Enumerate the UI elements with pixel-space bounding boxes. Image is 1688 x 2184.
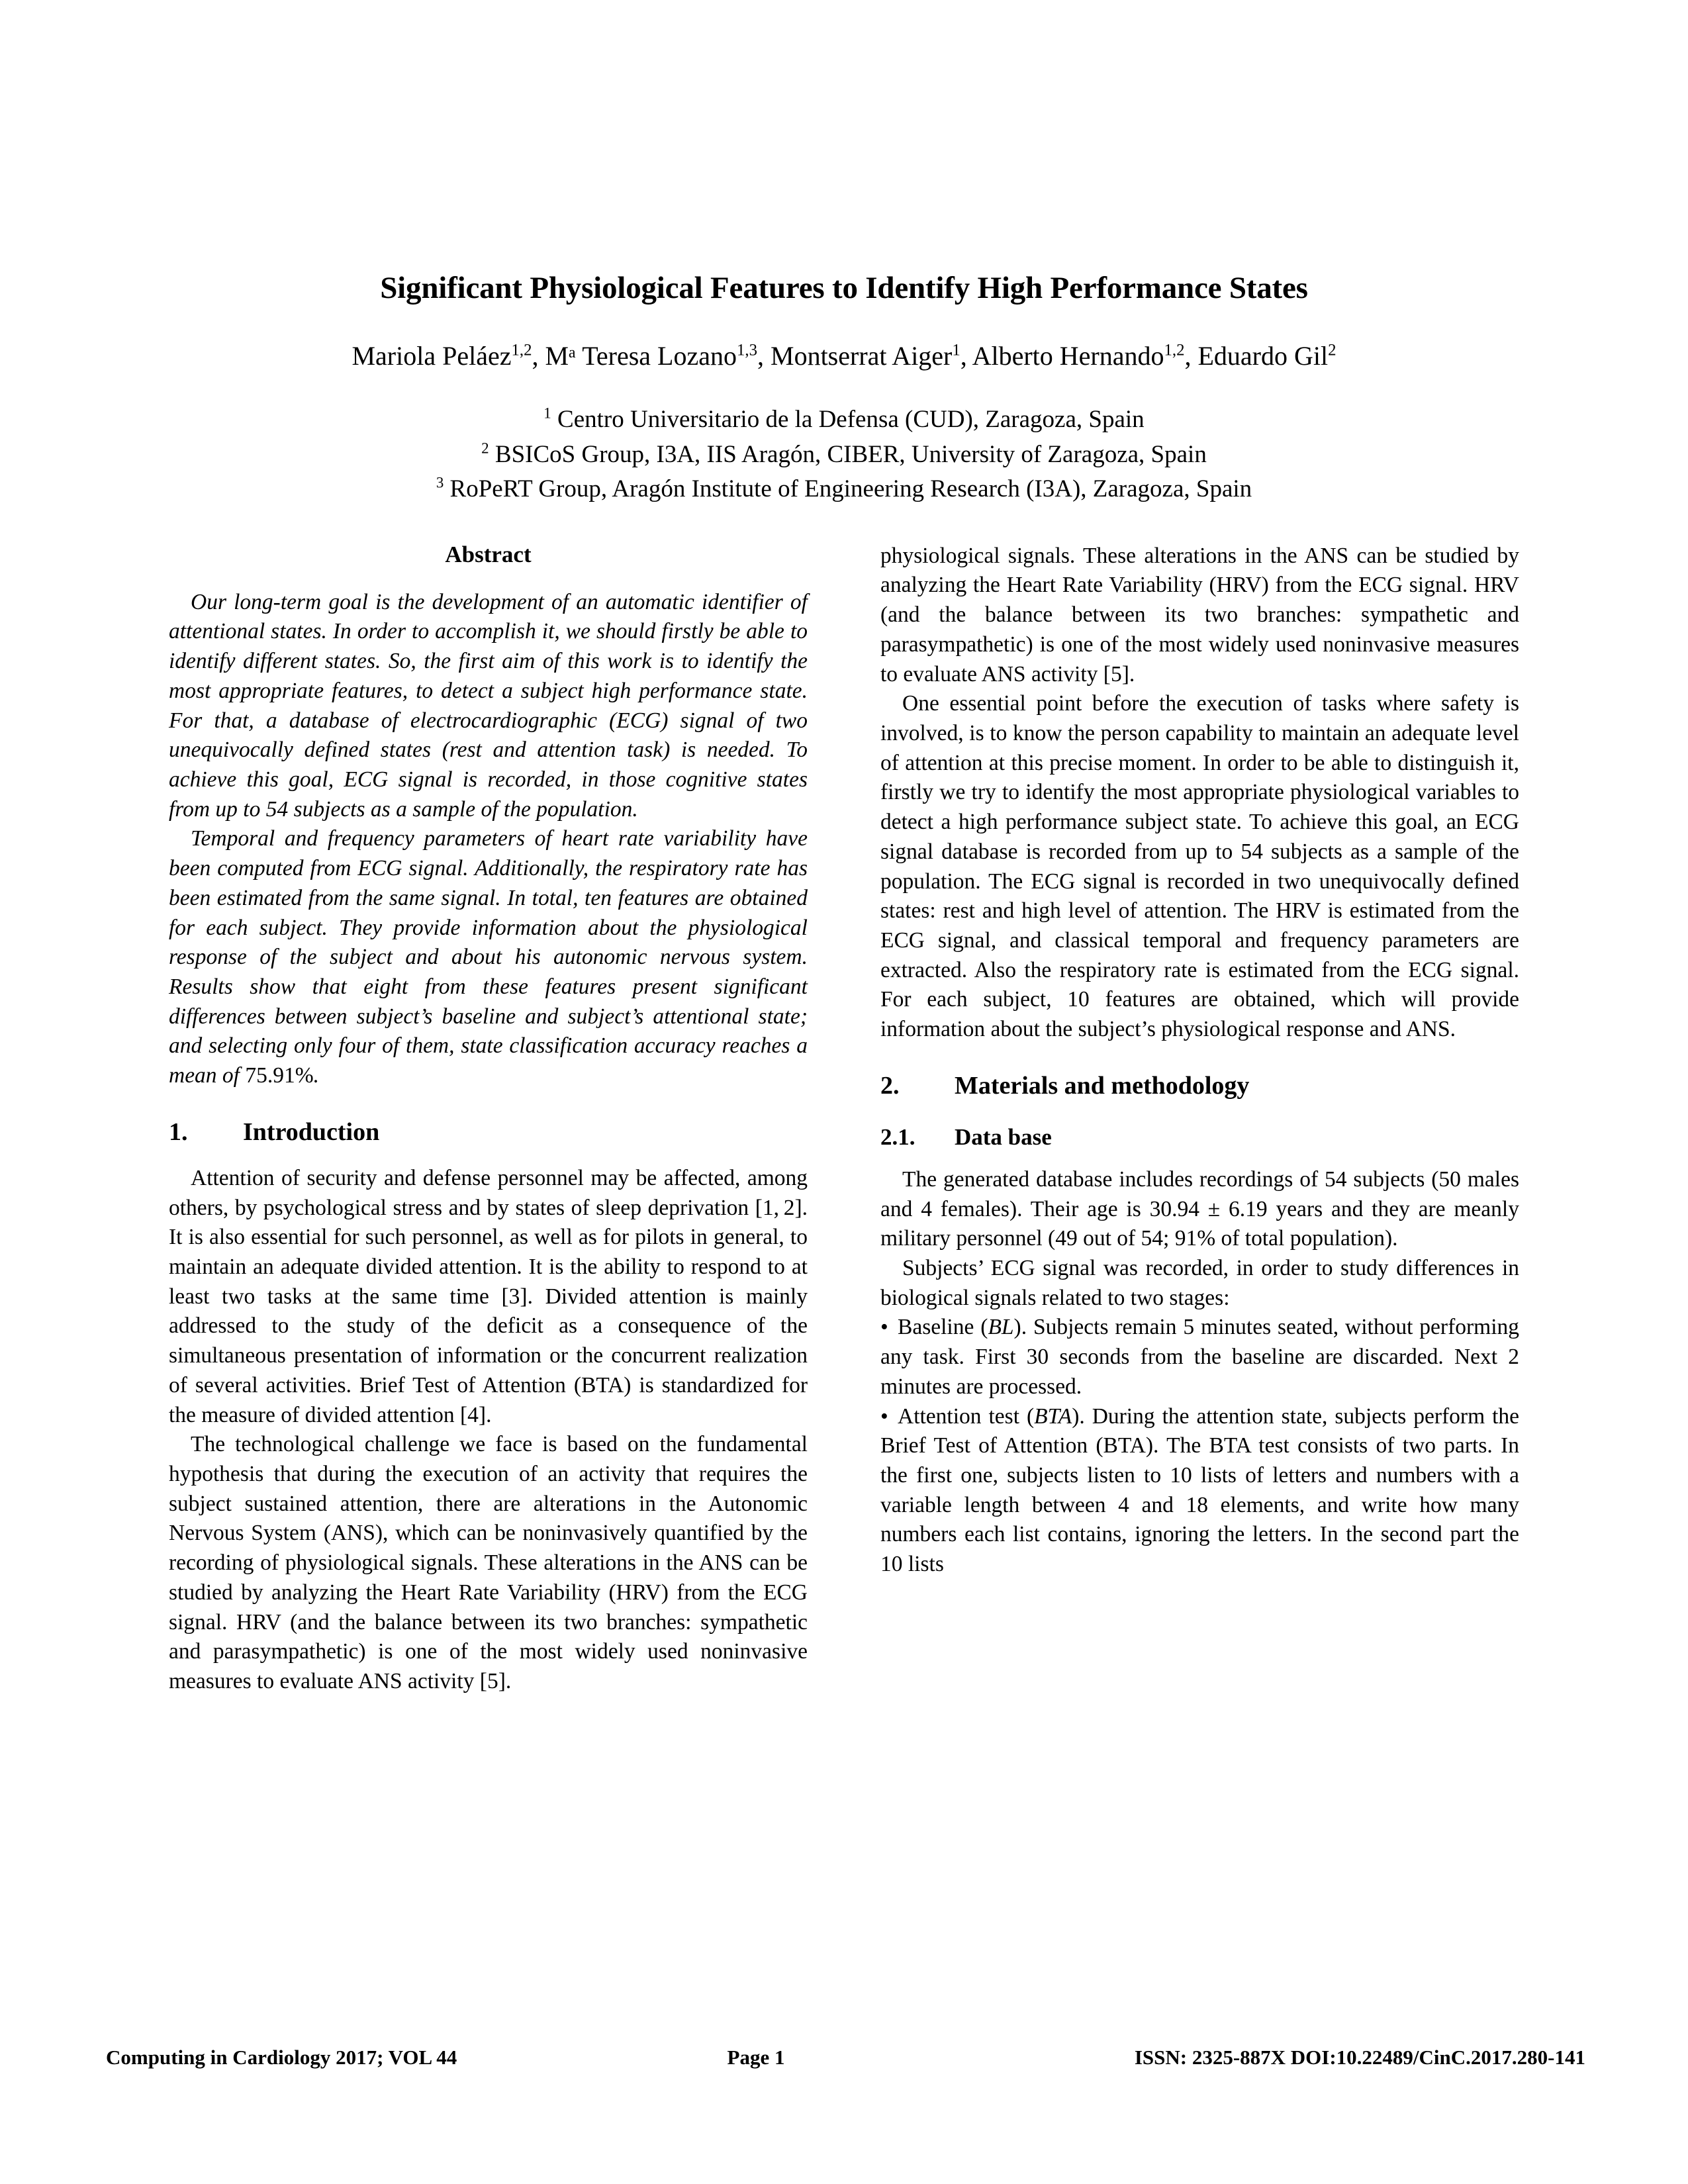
author-name: Eduardo Gil <box>1197 341 1329 371</box>
list-item-attention-pre: Attention test ( <box>898 1403 1035 1429</box>
author-name: Mᵃ Teresa Lozano <box>545 341 737 371</box>
footer-journal: Computing in Cardiology 2017; VOL 44 <box>106 2046 457 2069</box>
list-item-baseline <box>880 1313 1519 1401</box>
affiliation-marker: 3 <box>436 474 444 491</box>
subsection-number: 2.1. <box>880 1123 915 1150</box>
list-item-attention-abbrev: BTA <box>1034 1403 1072 1429</box>
affiliation-text: BSICoS Group, I3A, IIS Aragón, CIBER, University of Zaragoza, Spain <box>494 440 1207 468</box>
author-name: Alberto Hernando <box>972 341 1164 371</box>
author-affiliation-marker: 1,2 <box>1164 341 1185 359</box>
affiliation-item <box>169 403 1519 438</box>
author-affiliation-marker: 1,2 <box>511 341 532 359</box>
list-item-baseline-abbrev: BL <box>988 1315 1014 1340</box>
affiliation-item <box>169 472 1519 507</box>
introduction-paragraph-2-continued <box>880 542 1519 690</box>
subsection-heading-database <box>880 1124 1519 1151</box>
section-title: Materials and methodology <box>955 1071 1250 1100</box>
page-title: Significant Physiological Features to Identify High Performance States <box>380 271 1308 305</box>
author-affiliation-marker: 1 <box>952 341 961 359</box>
list-item-baseline-pre: Baseline ( <box>898 1315 988 1340</box>
abstract-paragraph-2 <box>169 824 808 1090</box>
abstract-accuracy-value: 75.91% <box>245 1063 314 1088</box>
affiliation-marker: 1 <box>543 404 551 422</box>
section-heading-introduction <box>169 1117 808 1147</box>
affiliation-text: Centro Universitario de la Defensa (CUD), Zaragoza, Spain <box>557 406 1145 434</box>
author-name: Montserrat Aiger <box>771 341 953 371</box>
introduction-paragraph-2: The technological challenge we face is based on the fundamental hypothesis that during the execution of an activity that requires the subject sustained attention, there are alterations in the Autonomic Nervous System (ANS), which can be noninvasively quantified by the recording of physiological signals. These alterations in the ANS can be studied by analyzing the Heart Rate Variability (HRV) from the ECG signal. HRV (and the balance between its two branches: sympathetic and parasympathetic) is one of the most widely used noninvasive measures to evaluate ANS activity [5]. <box>169 1432 808 1694</box>
abstract-paragraph-1: Our long-term goal is the development of an automatic identifier of attentional states. In order to accomplish it, we should firstly be able to identify different states. So, the first aim of this work is to identify the most appropriate features, to detect a subject high performance state. For that, a database of electrocardiographic (ECG) signal of two unequivocally defined states (rest and attention task) is needed. To achieve this goal, ECG signal is recorded, in those cognitive states from up to 54 subjects as a sample of the population. <box>169 589 808 822</box>
section-heading-materials <box>880 1071 1519 1100</box>
right-column <box>880 542 1519 1697</box>
database-age-value: 30.94 ± 6.19 <box>1149 1196 1268 1221</box>
bullet-icon: • <box>880 1403 888 1429</box>
database-paragraph-1 <box>880 1165 1519 1254</box>
footer-issn-doi: ISSN: 2325-887X DOI:10.22489/CinC.2017.280-141 <box>1134 2046 1585 2069</box>
affiliation-list <box>169 403 1519 507</box>
author-affiliation-marker: 2 <box>1328 341 1336 359</box>
section-title: Introduction <box>243 1117 380 1146</box>
database-paragraph-1-post: years and they are meanly military personnel (49 out of 54; 91% of total population). <box>880 1196 1519 1251</box>
subsection-title: Data base <box>955 1123 1052 1150</box>
two-column-body <box>169 542 1519 1697</box>
list-item-baseline-post: ). Subjects remain 5 minutes seated, without performing any task. First 30 seconds from the baseline are discarded. Next 2 minutes are processed. <box>880 1315 1520 1399</box>
introduction-paragraph-3: One essential point before the execution of tasks where safety is involved, is to know the person capability to maintain an adequate level of attention at this precise moment. In order to be able to distinguish it, firstly we try to identify the most appropriate physiological variables to detect a high performance subject state. To achieve this goal, an ECG signal database is recorded from up to 54 subjects as a sample of the population. The ECG signal is recorded in two unequivocally defined states: rest and high level of attention. The HRV is estimated from the ECG signal, and classical temporal and frequency parameters are extracted. Also the respiratory rate is estimated from the ECG signal. For each subject, 10 features are obtained, which will provide information about the subject’s physiological response and ANS. <box>880 691 1519 1042</box>
section-number: 1. <box>169 1117 188 1146</box>
page-footer <box>106 2046 1585 2069</box>
list-item-attention-test <box>880 1402 1519 1580</box>
footer-page-number: Page 1 <box>727 2046 785 2069</box>
left-column <box>169 542 808 1697</box>
column-continuation-text: physiological signals. These alterations in the ANS can be studied by analyzing the Heart Rate Variability (HRV) from the ECG signal. HRV (and the balance between its two branches: sympathetic and parasympathetic) is one of the most widely used noninvasive measures to evaluate ANS activity [5]. <box>880 543 1519 687</box>
author-name: Mariola Peláez <box>352 341 512 371</box>
affiliation-item <box>169 438 1519 473</box>
abstract-paragraph-2-pre: Temporal and frequency parameters of heart rate variability have been computed from ECG signal. Additionally, the respiratory rate has been estimated from the same signal. In total, ten features are obtained for each subject. They provide information about the physiological response of the subject and about his autonomic nervous system. Results show that eight from these features present significant differences between subject’s baseline and subject’s attentional state; and selecting only four of them, state classification accuracy reaches a mean of <box>169 826 808 1088</box>
bullet-icon: • <box>880 1315 888 1340</box>
list-item-attention-post: ). During the attention state, subjects perform the Brief Test of Attention (BTA). The BTA test consists of two parts. In the first one, subjects listen to 10 lists of letters and numbers with a variable length between 4 and 18 elements, and write how many numbers each list contains, ignoring the letters. In the second part the 10 lists <box>880 1403 1520 1577</box>
affiliation-text: RoPeRT Group, Aragón Institute of Engineering Research (I3A), Zaragoza, Spain <box>449 475 1252 503</box>
abstract-paragraph-2-post: . <box>313 1063 320 1088</box>
database-paragraph-2: Subjects’ ECG signal was recorded, in order to study differences in biological signals related to two stages: <box>880 1256 1519 1310</box>
introduction-paragraph-1: Attention of security and defense personnel may be affected, among others, by psychological stress and by states of sleep deprivation [1, 2]. It is also essential for such personnel, as well as for pilots in general, to maintain an adequate divided attention. It is the ability to respond to at least two tasks at the same time [3]. Divided attention is mainly addressed to the study of the deficit as a consequence of the simultaneous presentation of information or the concurrent realization of several activities. Brief Test of Attention (BTA) is standardized for the measure of divided attention [4]. <box>169 1165 808 1427</box>
affiliation-marker: 2 <box>481 440 489 457</box>
section-number: 2. <box>880 1071 900 1100</box>
author-list: Mariola Peláez$^{1,2}$, Mᵃ Teresa Lozano$^{1,3}$, Montserrat Aiger$^1$, Alberto Hernando$^{1,2}$, Eduardo Gil$^2$ <box>352 341 1336 371</box>
abstract-heading: Abstract <box>445 541 532 567</box>
author-affiliation-marker: 1,3 <box>737 341 757 359</box>
database-paragraph-1-pre: The generated database includes recordings of 54 subjects (50 males and 4 females). Their age is <box>880 1166 1519 1221</box>
page-content <box>169 0 1519 1697</box>
